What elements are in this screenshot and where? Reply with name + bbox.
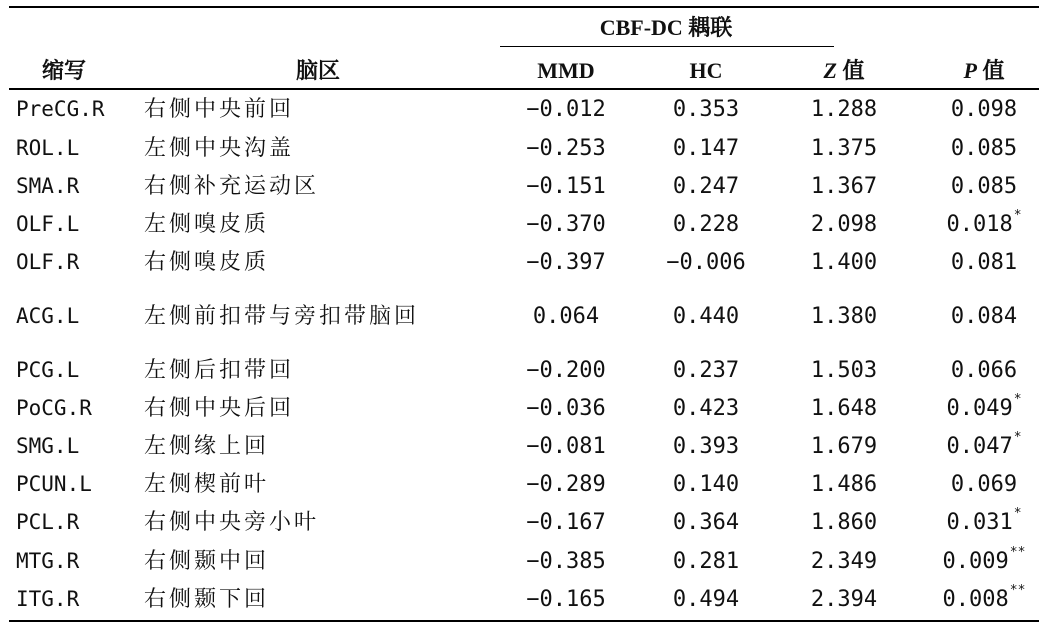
cell-abbr: OLF.R	[16, 250, 80, 274]
cell-p	[914, 252, 1047, 274]
cell-mmd: −0.289	[526, 472, 606, 497]
cell-region: 右侧颞中回	[144, 549, 270, 574]
p-value: 0.098	[950, 97, 1018, 122]
cell-mmd: −0.165	[526, 587, 606, 612]
cell-hc: 0.353	[672, 97, 740, 122]
cell-z: 1.375	[810, 136, 878, 161]
header-p-letter: P	[963, 58, 977, 83]
cell-mmd: −0.167	[526, 510, 606, 535]
p-value: 0.069	[950, 472, 1018, 497]
cell-p	[914, 430, 1047, 459]
header-p	[914, 60, 1047, 82]
cell-abbr: MTG.R	[16, 549, 80, 573]
cell-region: 右侧中央前回	[144, 97, 295, 122]
significance-marker: **	[1009, 545, 1026, 560]
cell-z: 1.380	[810, 304, 878, 329]
cell-hc: 0.140	[672, 472, 740, 497]
p-value: 0.084	[950, 304, 1018, 329]
cell-mmd: −0.081	[526, 434, 606, 459]
cell-abbr: ITG.R	[16, 587, 80, 611]
p-value: 0.066	[950, 358, 1018, 383]
cell-z: 2.394	[810, 587, 878, 612]
p-value: 0.081	[950, 250, 1018, 275]
cell-hc: 0.147	[672, 136, 740, 161]
cell-abbr: SMA.R	[16, 174, 80, 198]
bottom-rule	[9, 620, 1039, 622]
p-value: 0.009	[942, 549, 1009, 574]
cell-hc: 0.237	[672, 358, 740, 383]
cell-p	[914, 306, 1047, 328]
significance-marker: *	[1013, 392, 1022, 407]
cell-region: 右侧补充运动区	[144, 174, 320, 199]
p-value: 0.047	[946, 434, 1013, 459]
cell-region: 右侧颞下回	[144, 587, 270, 612]
p-value: 0.008	[942, 587, 1009, 612]
cell-mmd: −0.151	[526, 174, 606, 199]
cell-z: 1.367	[810, 174, 878, 199]
cell-hc: 0.393	[672, 434, 740, 459]
cell-mmd: −0.397	[526, 250, 606, 275]
p-value: 0.018	[946, 212, 1013, 237]
cell-abbr: PCL.R	[16, 510, 80, 534]
cell-abbr: ACG.L	[16, 304, 80, 328]
cell-region: 左侧中央沟盖	[144, 136, 295, 161]
header-region: 脑区	[296, 58, 341, 83]
cell-p	[914, 583, 1047, 612]
header-mmd: MMD	[537, 58, 595, 83]
cell-mmd: −0.036	[526, 396, 606, 421]
group-underline	[500, 46, 834, 47]
cell-abbr: PCG.L	[16, 358, 80, 382]
cell-abbr: OLF.L	[16, 212, 80, 236]
cell-p	[914, 99, 1047, 121]
cell-p	[914, 392, 1047, 421]
p-value: 0.085	[950, 136, 1018, 161]
cell-z: 1.860	[810, 510, 878, 535]
header-z-suffix: 值	[836, 58, 865, 83]
top-rule	[9, 6, 1039, 8]
cell-mmd: −0.370	[526, 212, 606, 237]
cell-hc: 0.228	[672, 212, 740, 237]
cell-abbr: ROL.L	[16, 136, 80, 160]
cell-abbr: PCUN.L	[16, 472, 92, 496]
cell-p	[914, 545, 1047, 574]
cell-z: 1.503	[810, 358, 878, 383]
cell-hc: 0.423	[672, 396, 740, 421]
cell-p	[914, 138, 1047, 160]
cell-region: 左侧嗅皮质	[144, 212, 270, 237]
cell-region: 左侧缘上回	[144, 434, 270, 459]
cell-region: 右侧中央后回	[144, 396, 295, 421]
cell-abbr: SMG.L	[16, 434, 80, 458]
cell-mmd: −0.012	[526, 97, 606, 122]
header-rule	[9, 88, 1039, 90]
cell-p	[914, 506, 1047, 535]
significance-marker: **	[1009, 583, 1026, 598]
cell-z: 1.679	[810, 434, 878, 459]
significance-marker: *	[1013, 208, 1022, 223]
significance-marker: *	[1013, 506, 1022, 521]
cell-mmd: −0.385	[526, 549, 606, 574]
cell-region: 左侧楔前叶	[144, 472, 270, 497]
cell-mmd: −0.253	[526, 136, 606, 161]
cell-abbr: PreCG.R	[16, 97, 105, 121]
cell-hc: −0.006	[666, 250, 746, 275]
cell-z: 2.349	[810, 549, 878, 574]
cell-z: 1.400	[810, 250, 878, 275]
cell-z: 2.098	[810, 212, 878, 237]
cell-abbr: PoCG.R	[16, 396, 92, 420]
group-header-cbf-dc: CBF-DC 耦联	[599, 15, 733, 40]
significance-marker: *	[1013, 430, 1022, 445]
header-z-letter: Z	[823, 58, 837, 83]
header-p-suffix: 值	[976, 58, 1005, 83]
header-z	[774, 60, 914, 82]
p-value: 0.085	[950, 174, 1018, 199]
p-value: 0.049	[946, 396, 1013, 421]
cell-hc: 0.364	[672, 510, 740, 535]
cell-hc: 0.247	[672, 174, 740, 199]
p-value: 0.031	[946, 510, 1013, 535]
header-hc: HC	[689, 58, 723, 83]
cell-z: 1.486	[810, 472, 878, 497]
cell-hc: 0.440	[672, 304, 740, 329]
cell-z: 1.648	[810, 396, 878, 421]
cell-region: 右侧中央旁小叶	[144, 510, 320, 535]
cell-hc: 0.281	[672, 549, 740, 574]
cell-mmd: −0.200	[526, 358, 606, 383]
cell-hc: 0.494	[672, 587, 740, 612]
cell-region: 左侧前扣带与旁扣带脑回	[144, 304, 420, 329]
cell-p	[914, 360, 1047, 382]
cell-z: 1.288	[810, 97, 878, 122]
cell-p	[914, 176, 1047, 198]
cell-mmd: 0.064	[532, 304, 600, 329]
cell-region: 右侧嗅皮质	[144, 250, 270, 275]
cell-p	[914, 474, 1047, 496]
cell-region: 左侧后扣带回	[144, 358, 295, 383]
cell-p	[914, 208, 1047, 237]
header-abbr: 缩写	[42, 58, 87, 83]
